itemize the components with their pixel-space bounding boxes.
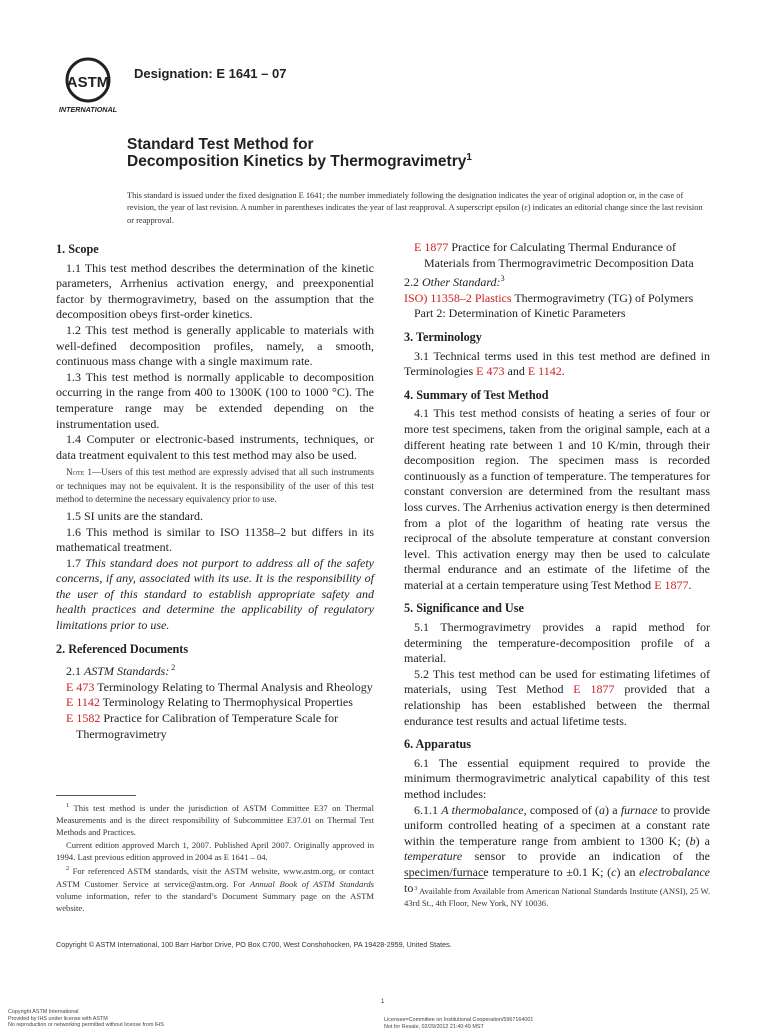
paragraph-4-1-text: 4.1 This test method consists of heating a series of four or more test specimens, taken from the original sample, each at a different heating rate between 1 and 10 K/min, through their decomposition region. The specimen mass is recorded continuously as a function of temperature. The temperatures for constant conversion are determined from the resultant mass loss curves. The Arrhenius activation energy is then determined from a plot of the logarithm of heating rate versus the reciprocal of the absolute temperature at constant conversion level. This activation energy may then be used to calculate thermal endurance and an estimate of the lifetime of the material at a certain temperature using Test Method [404,406,711,592]
other-standard-footnote: 3 [500,274,505,284]
paragraph-1-1: 1.1 This test method describes the determination of the kinetic parameters, Arrhenius activation energy, and preexponential factor by thermogravimetry, based on the assumption that the decomposition obeys first-order kinetics. [56,260,374,322]
reference-title-e473: Terminology Relating to Thermal Analysis and Rheology [94,679,373,694]
reference-link-e1877[interactable]: E 1877 [414,240,449,254]
p611-i: ) a [695,833,710,848]
license-right-line-1: Licensee=Committee on Institutional Cooperation/5967164001 [384,1017,534,1023]
footnote-2-text-c: volume information, refer to the standard’s Document Summary page on the ASTM website. [56,890,374,914]
footnote-divider-right [404,878,484,879]
paragraph-5-2 [404,667,710,729]
license-left-line-1: Copyright ASTM International [8,1009,79,1015]
section-heading-referenced-documents: 2. Referenced Documents [56,641,189,656]
section-heading-scope: 1. Scope [56,242,99,256]
summary-link-e1877[interactable]: E 1877 [654,577,689,592]
license-left-line-2: Provided by IHS under license with ASTM [8,1015,108,1022]
p611-m: ) an [616,864,640,879]
license-right-line-2: Not for Resale, 02/29/2012 21:40:49 MST [384,1023,484,1030]
p611-o: to [404,880,414,895]
p611-g: to provide uniform controlled heating of a specimen at a constant rate within the temperature range from ambient to 1300 K; ( [404,802,710,848]
paragraph-3-1 [404,349,710,380]
reference-title-e1142: Terminology Relating to Thermophysical Properties [99,695,353,710]
license-notice-left [8,1009,164,1029]
astm-standards-footnote: 2 [169,663,176,673]
astm-logo [56,54,120,116]
footnote-1 [56,800,374,839]
title-line-1: Standard Test Method for [127,136,314,153]
section-heading-summary: 4. Summary of Test Method [404,387,549,402]
footnotes-left [56,800,374,914]
footnote-3-mark: 3 [414,885,418,892]
footnotes-right [404,880,710,909]
astm-standards-number: 2.1 [66,664,84,679]
terminology-link-e473[interactable]: E 473 [476,364,505,379]
copyright-line: Copyright © ASTM International, 100 Barr Harbor Drive, PO Box C700, West Conshohocken, PA 19428-2959, United States. [56,940,452,949]
paragraph-5-2-end: provided that a relationship has been established between the thermal endurance test results and actual lifetime tests. [404,682,710,728]
left-column [56,242,374,742]
right-column [404,240,710,896]
astm-standards-text: ASTM Standards: [84,664,170,679]
other-standard-number: 2.2 [404,275,422,290]
page-number: 1 [381,999,385,1005]
section-heading-apparatus: 6. Apparatus [404,737,472,752]
footnote-2-mark: 2 [66,865,70,873]
reference-title-e1877: Practice for Calculating Thermal Endurance of Materials from Thermogravimetric Decomposition Data [424,240,694,270]
paragraph-1-6: 1.6 This method is similar to ISO 11358–2 but differs in its mathematical treatment. [56,524,374,555]
paragraph-1-2: 1.2 This test method is generally applicable to materials with well-defined decomposition profiles, namely, a smooth, continuous mass change with a single maximum rate. [56,322,374,369]
astm-standards-label [56,660,374,680]
reference-link-e1142[interactable]: E 1142 [66,695,100,710]
reference-link-e1582[interactable]: E 1582 [66,711,101,726]
title-line-2 [127,152,472,171]
p611-k: sensor to provide an indication of the specimen/furnace temperature to ±0.1 K; ( [404,849,710,879]
paragraph-5-2-text: 5.2 This test method can be used for estimating lifetimes of materials, using Test Method [404,666,710,697]
footnote-1-edition: Current edition approved March 1, 2007. Published April 2007. Originally approved in 1994. Last previous edition approved in 2004 as E 1641 – 04. [56,839,374,863]
terminology-link-e1142[interactable]: E 1142 [527,364,562,379]
license-left-line-3: No reproduction or networking permitted without license from IHS [8,1022,164,1029]
designation: Designation: E 1641 – 07 [134,66,287,81]
reference-iso [404,291,710,322]
p611-h: b [689,833,696,848]
footnote-2-text-a: For referenced ASTM standards, visit the ASTM website, www.astm.org, or contact ASTM Customer Service at service@astm.org. For [56,866,374,889]
footnote-2 [56,863,374,914]
paragraph-6-1: 6.1 The essential equipment required to provide the minimum thermogravimetric analytical capability of this test method includes: [404,755,710,801]
p611-b: A thermobalance [441,802,524,817]
reference-e1582 [56,711,374,742]
other-standard-label [404,271,710,291]
reference-link-iso[interactable]: ISO) 11358–2 Plastics [404,290,512,305]
other-standard-text: Other Standard: [422,275,501,290]
p611-c: , composed of ( [523,802,600,817]
p611-l: c [611,864,617,879]
p611-j: temperature [404,849,463,864]
paragraph-1-7-text: This standard does not purport to address all of the safety concerns, if any, associated with its use. It is the responsibility of the user of this standard to establish appropriate safety and health practices and determine the applicability of regulatory limitations prior to use. [56,555,374,633]
section-heading-significance: 5. Significance and Use [404,601,524,616]
footnote-1-mark: 1 [66,802,70,809]
note-1 [56,466,374,506]
footnote-1-text: This test method is under the jurisdiction of ASTM Committee E37 on Thermal Measurements and is the direct responsibility of Subcommittee E37.01 on Thermal Test Methods and Practices. [56,802,374,838]
paragraph-4-1-end: . [688,577,692,592]
title-footnote-mark: 1 [466,152,472,163]
p611-n: electrobalance [639,864,710,879]
significance-link-e1877[interactable]: E 1877 [573,682,615,697]
footnote-3-text: Available from Available from American National Standards Institute (ANSI), 25 W. 43rd St., 4th Floor, New York, NY 10036. [404,885,710,909]
issuance-notice: This standard is issued under the fixed designation E 1641; the number immediately following the designation indicates the year of original adoption or, in the case of revision, the year of last revision. A number in parentheses indicates the year of last reapproval. A superscript epsilon (ε) indicates an editorial change since the last revision or reapproval. [127,191,703,225]
paragraph-5-1: 5.1 Thermogravimetry provides a rapid method for determining the temperature-decomposition profile of a material. [404,620,710,666]
paragraph-1-5: 1.5 SI units are the standard. [66,508,203,523]
logo-subtext: INTERNATIONAL [58,105,118,114]
paragraph-4-1 [404,406,710,593]
paragraph-3-1-end: . [561,364,565,379]
footnote-2-text-b: Annual Book of ASTM Standards [249,878,374,889]
p611-a: 6.1.1 [414,802,442,817]
reference-link-e473[interactable]: E 473 [66,679,95,694]
paragraph-3-1-and: and [504,364,528,379]
reference-e1877 [404,240,710,271]
p611-f: furnace [620,802,658,817]
astm-logo-icon [56,54,120,116]
reference-title-e1582: Practice for Calibration of Temperature Scale for Thermogravimetry [76,711,339,741]
reference-e1142 [56,695,374,711]
footnote-divider-left [56,795,136,796]
paragraph-1-3: 1.3 This test method is normally applicable to decomposition occurring in the range from 400 to 1300K (100 to 1000 °C). The temperature range may be extended depending on the instrumentation used. [56,369,374,431]
logo-text: ASTM [66,74,110,91]
paragraph-3-1-text: 3.1 Technical terms used in this test method are defined in Terminologies [404,348,710,379]
reference-e473 [56,680,374,696]
section-heading-terminology: 3. Terminology [404,329,482,344]
paragraph-1-7-number: 1.7 [66,555,86,570]
p611-e: ) a [605,802,621,817]
note-text: —Users of this test method are expressly advised that all such instruments or techniques may not be equivalent. It is the responsibility of the user of this test method to determine the necessary equivalency prior to use. [56,467,374,504]
paragraph-1-7 [56,556,374,634]
reference-title-iso: Thermogravimetry (TG) of Polymers Part 2: Determination of Kinetic Parameters [414,290,694,321]
p611-d: a [599,802,606,817]
note-label: Note 1 [66,467,92,478]
footnote-3 [404,880,710,909]
paragraph-1-4: 1.4 Computer or electronic-based instruments, techniques, or data treatment equivalent to this test method may also be used. [56,432,374,462]
title-text: Decomposition Kinetics by Thermogravimetry [127,153,467,171]
